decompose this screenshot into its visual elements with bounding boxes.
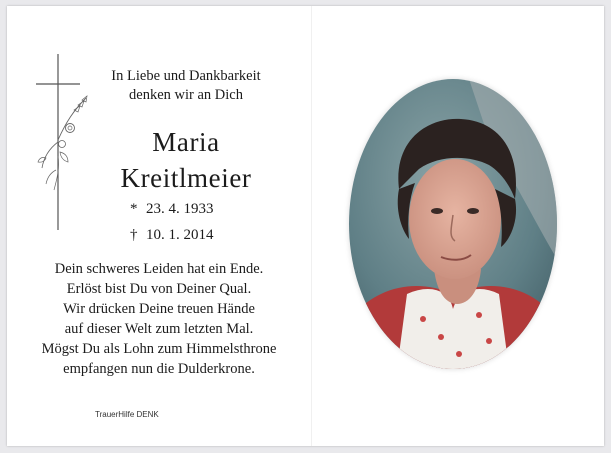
intro-line-1: In Liebe und Dankbarkeit xyxy=(111,68,261,84)
verse-line: Mögst Du als Lohn zum Himmelsthrone xyxy=(41,341,277,357)
publisher-credit: TrauerHilfe DENK xyxy=(95,410,159,419)
life-dates xyxy=(130,196,214,248)
birth-date-row xyxy=(130,196,214,222)
death-date: 10. 1. 2014 xyxy=(146,227,214,243)
verse-line: auf dieser Welt zum letzten Mal. xyxy=(64,321,254,337)
deceased-last-name: Kreitlmeier xyxy=(120,163,252,193)
verse-line: Wir drücken Deine treuen Hände xyxy=(63,301,255,317)
memorial-verse xyxy=(7,259,311,379)
birth-date: 23. 4. 1933 xyxy=(146,201,214,217)
verse-line: empfangen nun die Dulderkrone. xyxy=(63,361,255,377)
birth-star-icon: * xyxy=(130,201,138,217)
intro-line-2: denken wir an Dich xyxy=(129,87,243,103)
intro-text xyxy=(96,67,276,105)
cross-with-wheat-and-roses-icon xyxy=(30,52,92,232)
verse-line: Dein schweres Leiden hat ein Ende. xyxy=(54,261,264,277)
death-date-row xyxy=(130,222,214,248)
deceased-first-name: Maria xyxy=(152,127,220,157)
card-fold-line xyxy=(311,6,312,446)
verse-line: Erlöst bist Du von Deiner Qual. xyxy=(66,281,252,297)
portrait-photo xyxy=(349,79,557,369)
death-cross-icon: † xyxy=(130,227,138,243)
